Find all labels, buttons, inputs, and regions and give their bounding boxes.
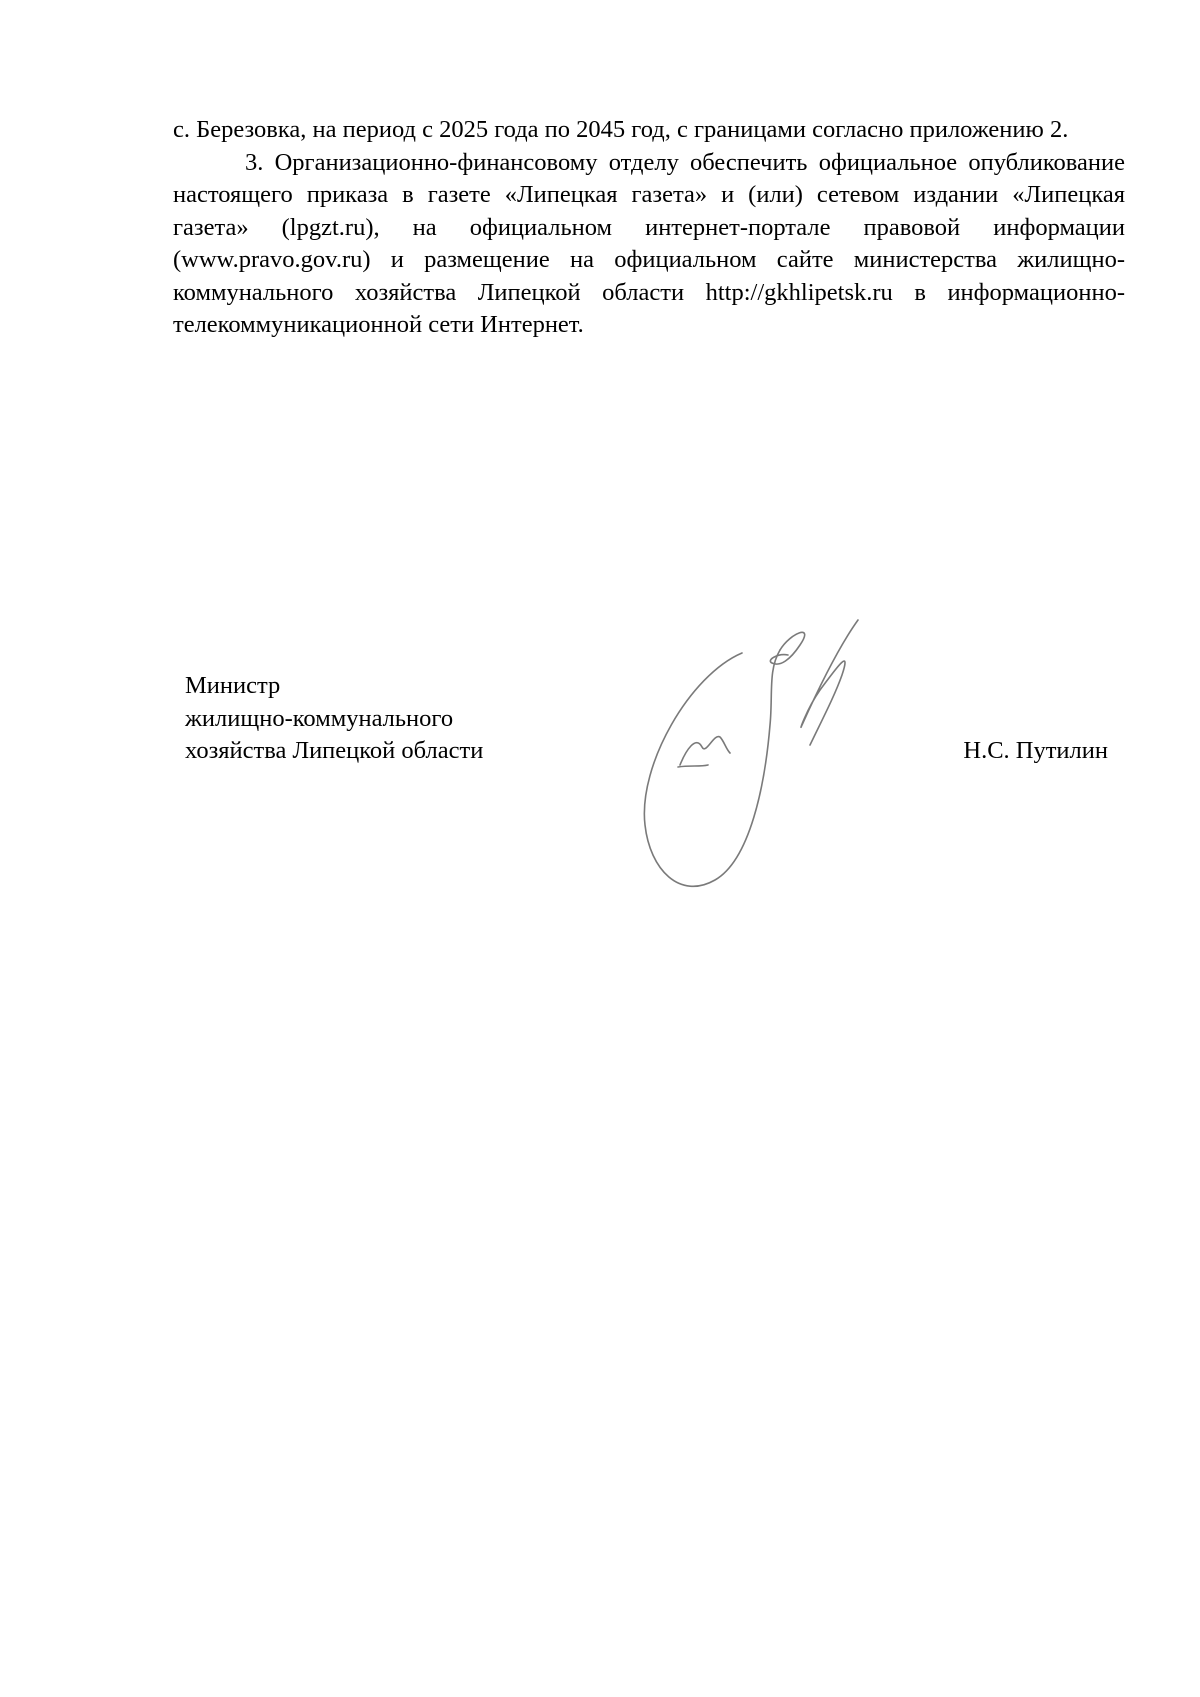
paragraph-item-3: 3. Организационно-финансовому отделу обеспечить официальное опубликование настоящего приказа в газете «Липецкая газета» и (или) сетевом издании «Липецкая газета» (lpgzt.ru), на официальном интернет-портале правовой информации (www.pravo.gov.ru) и размещение на официальном сайте министерства жилищно-коммунального хозяйства Липецкой области http://gkhlipetsk.ru в информационно-телекоммуникационной сети Интернет. [173, 148, 1125, 338]
handwritten-signature [630, 615, 920, 915]
document-body [173, 114, 1125, 342]
signatory-title-line: хозяйства Липецкой области [185, 737, 484, 764]
paragraph-continuation: с. Березовка, на период с 2025 года по 2045 год, с границами согласно приложению 2. [173, 116, 1069, 143]
signatory-name: Н.С. Путилин [963, 737, 1108, 764]
signatory-title [185, 670, 483, 768]
signatory-title-line: жилищно-коммунального [185, 704, 454, 732]
signatory-title-line: Министр [185, 672, 281, 699]
